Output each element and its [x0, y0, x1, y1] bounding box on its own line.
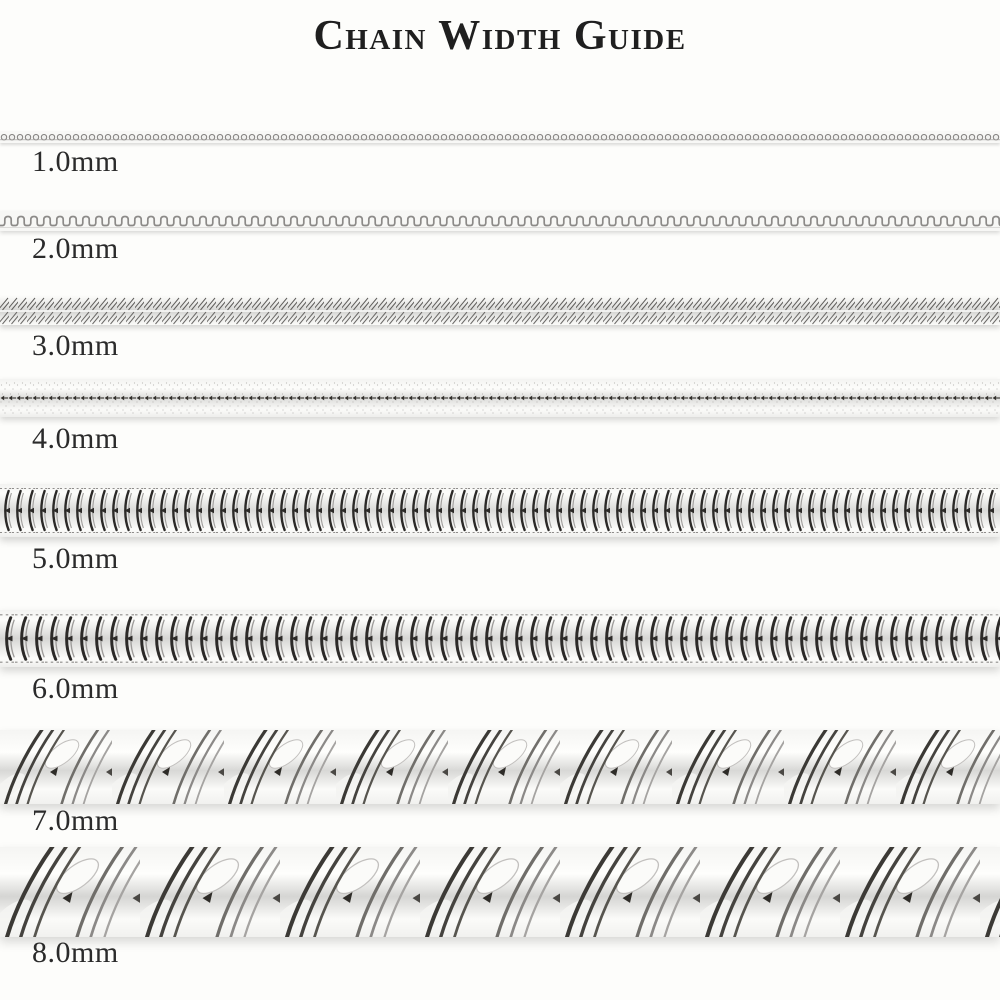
chain-label-7-0mm: 7.0mm — [32, 804, 119, 837]
chain-label-8-0mm: 8.0mm — [32, 936, 119, 969]
chain-label-6-0mm: 6.0mm — [32, 672, 119, 705]
chain-sample-7-0mm — [0, 730, 1000, 804]
chain-label-4-0mm: 4.0mm — [32, 422, 119, 455]
chain-label-2-0mm: 2.0mm — [32, 232, 119, 265]
chain-label-1-0mm: 1.0mm — [32, 145, 119, 178]
chain-label-5-0mm: 5.0mm — [32, 542, 119, 575]
chain-sample-1-0mm — [0, 131, 1000, 143]
chain-sample-4-0mm — [0, 379, 1000, 417]
chain-sample-5-0mm — [0, 484, 1000, 537]
page-title: Chain Width Guide — [313, 13, 687, 59]
chain-sample-6-0mm — [0, 610, 1000, 667]
chain-sample-8-0mm — [0, 847, 1000, 937]
chain-sample-2-0mm — [0, 211, 1000, 231]
chain-label-3-0mm: 3.0mm — [32, 329, 119, 362]
chain-sample-3-0mm — [0, 297, 1000, 325]
